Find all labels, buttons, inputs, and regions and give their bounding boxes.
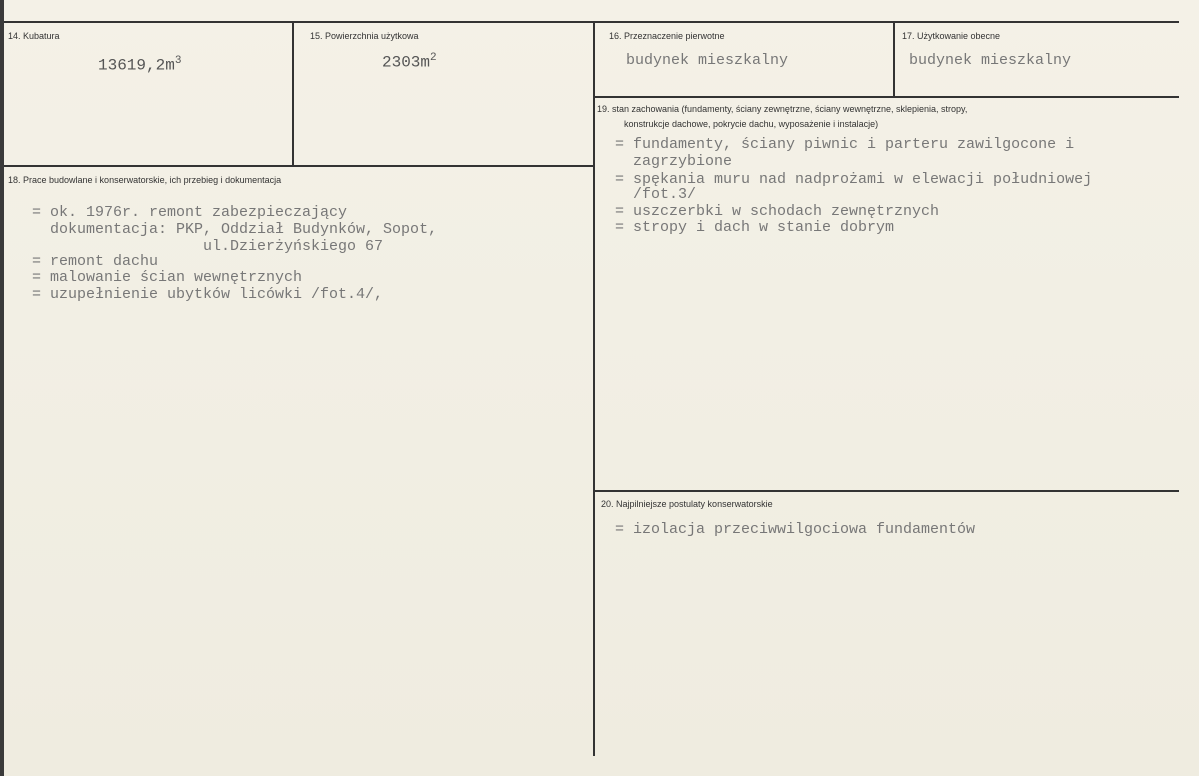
field-14-value (98, 53, 181, 74)
field-19-label-line2: konstrukcje dachowe, pokrycie dachu, wyposażenie i instalacje) (624, 119, 879, 129)
divider-center (593, 21, 595, 756)
field-19-line: = spękania muru nad nadprożami w elewacji południowej (615, 171, 1093, 188)
field-18-line: ul.Dzierżyńskiego 67 (32, 238, 384, 255)
field-18-line: dokumentacja: PKP, Oddział Budynków, Sopot, (32, 221, 438, 238)
top-rule (4, 21, 1179, 23)
field-19-line: zagrzybione (615, 153, 733, 170)
area-number: 2303m (382, 53, 431, 72)
divider-14-15 (292, 21, 294, 166)
field-18-line: = remont dachu (32, 253, 159, 270)
field-17-label: 17. Użytkowanie obecne (902, 31, 1001, 41)
divider-16-17 (893, 21, 895, 97)
field-15-label: 15. Powierzchnia użytkowa (310, 31, 419, 41)
field-20-line: = izolacja przeciwwilgociowa fundamentów (615, 521, 976, 538)
mid-rule-left (4, 165, 593, 167)
field-18-label: 18. Prace budowlane i konserwatorskie, ich przebieg i dokumentacja (8, 175, 282, 185)
area-unit-exponent: 2 (430, 52, 437, 64)
field-18-line: = ok. 1976r. remont zabezpieczający (32, 204, 348, 221)
field-16-label: 16. Przeznaczenie pierwotne (609, 31, 725, 41)
field-19-line: /fot.3/ (615, 186, 697, 203)
field-18-line: = uzupełnienie ubytków licówki /fot.4/, (32, 286, 384, 303)
field-20-label: 20. Najpilniejsze postulaty konserwatorskie (601, 499, 773, 509)
mid-rule-right (595, 96, 1179, 98)
field-14-label: 14. Kubatura (8, 31, 60, 41)
field-16-value: budynek mieszkalny (626, 52, 789, 69)
field-15-value (382, 50, 437, 71)
field-18-line: = malowanie ścian wewnętrznych (32, 269, 303, 286)
field-19-line: = uszczerbki w schodach zewnętrznych (615, 203, 940, 220)
lower-rule-right (595, 490, 1179, 492)
field-19-line: = stropy i dach w stanie dobrym (615, 219, 895, 236)
field-19-line: = fundamenty, ściany piwnic i parteru zawilgocone i (615, 136, 1075, 153)
field-19-label-line1: 19. stan zachowania (fundamenty, ściany zewnętrzne, ściany wewnętrzne, sklepienia, stropy, (597, 104, 968, 114)
kubatura-number: 13619,2m (98, 56, 175, 75)
kubatura-unit-exponent: 3 (174, 55, 182, 67)
field-17-value: budynek mieszkalny (909, 52, 1072, 69)
